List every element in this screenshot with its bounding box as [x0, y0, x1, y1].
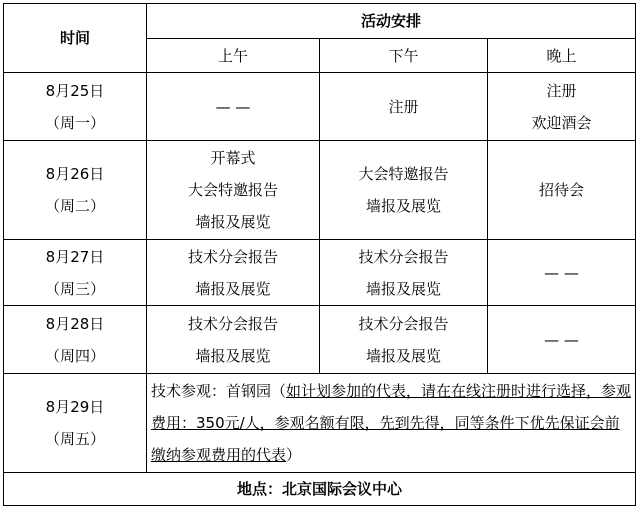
afternoon-item: 墙报及展览: [365, 197, 441, 215]
date-text: 8月26日: [45, 165, 105, 183]
header-evening: 晚上: [488, 39, 636, 73]
date-text: 8月29日: [45, 398, 105, 416]
date-text: 8月27日: [45, 247, 105, 266]
header-afternoon: 下午: [320, 39, 488, 73]
evening-item: 注册: [546, 81, 577, 100]
date-cell: [4, 374, 147, 473]
afternoon-item: 技术分会报告: [358, 247, 449, 266]
morning-item: 开幕式: [210, 149, 256, 167]
weekday-text: （周三）: [44, 279, 105, 298]
weekday-text: （周二）: [44, 197, 105, 215]
weekday-text: （周五）: [44, 430, 105, 448]
weekday-text: （周一）: [44, 113, 105, 132]
location-footer: 地点：北京国际会议中心: [4, 473, 636, 506]
afternoon-cell: [320, 73, 488, 141]
morning-cell: [147, 73, 320, 141]
morning-cell: [147, 240, 320, 306]
table-row: [4, 240, 636, 306]
afternoon-cell: [320, 240, 488, 306]
tour-note: [147, 374, 636, 473]
afternoon-item: 墙报及展览: [365, 346, 441, 365]
evening-item: — —: [544, 263, 579, 282]
morning-item: 大会特邀报告: [187, 181, 278, 199]
schedule-table: [3, 3, 636, 506]
date-cell: [4, 306, 147, 374]
tour-tail: ）: [286, 446, 302, 464]
table-row: [4, 141, 636, 240]
morning-cell: [147, 141, 320, 240]
table-row: [4, 73, 636, 141]
tour-lead: 技术参观：首钢园（: [151, 382, 287, 400]
morning-item: — —: [215, 97, 251, 116]
table-row: [4, 374, 636, 473]
date-cell: [4, 240, 147, 306]
afternoon-cell: [320, 306, 488, 374]
afternoon-item: 注册: [388, 97, 419, 116]
weekday-text: （周四）: [44, 346, 105, 365]
morning-item: 技术分会报告: [187, 247, 278, 266]
evening-cell: [488, 306, 636, 374]
date-text: 8月25日: [45, 81, 105, 100]
date-text: 8月28日: [45, 314, 105, 333]
morning-item: 墙报及展览: [195, 213, 271, 231]
evening-item: 招待会: [539, 181, 585, 199]
afternoon-item: 大会特邀报告: [358, 165, 449, 183]
evening-item: 欢迎酒会: [531, 113, 592, 132]
morning-item: 技术分会报告: [187, 314, 278, 333]
tour-details: 如计划参加的代表，请在在线注册时进行选择，参观费用：350元/人，参观名额有限，先到先得，同等条件下优先保证会前缴纳参观费用的代表: [151, 382, 632, 464]
table-row: [4, 306, 636, 374]
morning-cell: [147, 306, 320, 374]
date-cell: [4, 141, 147, 240]
evening-cell: [488, 141, 636, 240]
header-morning: 上午: [147, 39, 320, 73]
afternoon-item: 技术分会报告: [358, 314, 449, 333]
afternoon-item: 墙报及展览: [365, 279, 441, 298]
morning-item: 墙报及展览: [195, 279, 271, 298]
afternoon-cell: [320, 141, 488, 240]
evening-item: — —: [544, 330, 579, 349]
morning-item: 墙报及展览: [195, 346, 271, 365]
header-activity: 活动安排: [147, 4, 636, 39]
header-time: 时间: [4, 4, 147, 73]
evening-cell: [488, 240, 636, 306]
evening-cell: [488, 73, 636, 141]
date-cell: [4, 73, 147, 141]
